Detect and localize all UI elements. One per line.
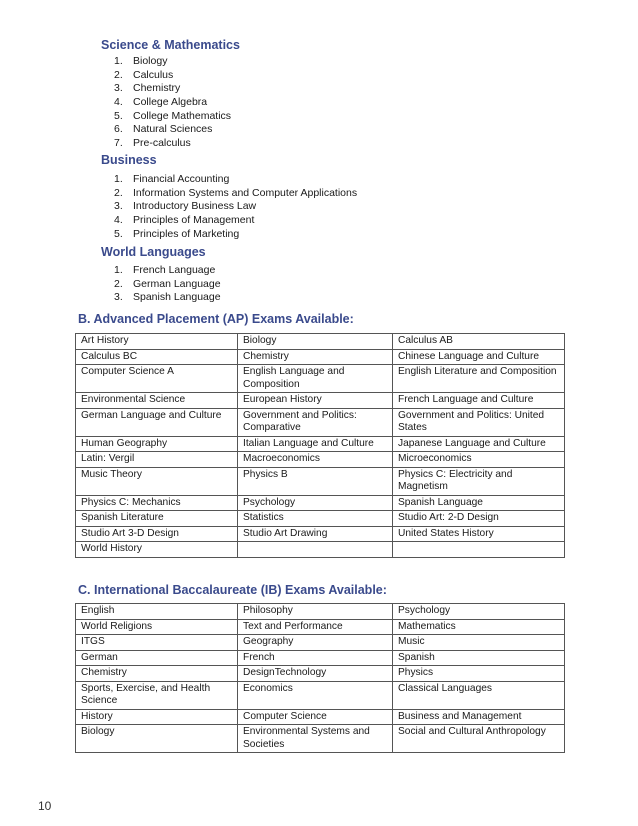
table-cell: Business and Management xyxy=(393,709,565,725)
table-cell: Chemistry xyxy=(238,349,393,365)
table-cell: Computer Science xyxy=(238,709,393,725)
section-heading-science-mathematics: Science & Mathematics xyxy=(101,38,240,52)
table-row xyxy=(76,334,565,350)
list-item: 5. Principles of Marketing xyxy=(114,227,240,240)
table-cell: European History xyxy=(238,393,393,409)
table-cell: Spanish Literature xyxy=(76,511,238,527)
page-number: 10 xyxy=(38,799,52,813)
table-cell: Calculus AB xyxy=(393,334,565,350)
table-cell: English Language and Composition xyxy=(238,365,393,393)
table-cell: Statistics xyxy=(238,511,393,527)
section-heading-world-languages: World Languages xyxy=(101,245,206,259)
list-item: 1. Biology xyxy=(114,55,168,67)
table-cell: Biology xyxy=(76,725,238,753)
list-item: 2. Calculus xyxy=(114,68,174,81)
list-item: 2. Information Systems and Computer Applications xyxy=(114,186,358,199)
table-cell: Studio Art: 2-D Design xyxy=(393,511,565,527)
table-row xyxy=(76,619,565,635)
ap-exams-table xyxy=(75,333,565,558)
table-cell: Physics B xyxy=(238,467,393,495)
science-mathematics-list xyxy=(114,55,231,151)
table-row xyxy=(76,452,565,468)
table-row xyxy=(76,526,565,542)
table-cell: Social and Cultural Anthropology xyxy=(393,725,565,753)
table-cell xyxy=(238,542,393,558)
table-cell: Economics xyxy=(238,681,393,709)
table-row xyxy=(76,725,565,753)
table-cell: Geography xyxy=(238,635,393,651)
table-cell: Text and Performance xyxy=(238,619,393,635)
list-item: 2. German Language xyxy=(114,277,221,290)
table-cell: History xyxy=(76,709,238,725)
table-row xyxy=(76,635,565,651)
table-cell: Latin: Vergil xyxy=(76,452,238,468)
table-row xyxy=(76,467,565,495)
table-row xyxy=(76,365,565,393)
list-item: 1. Financial Accounting xyxy=(114,173,230,185)
table-cell: Physics C: Electricity and Magnetism xyxy=(393,467,565,495)
list-item: 3. Chemistry xyxy=(114,82,181,95)
table-cell: Japanese Language and Culture xyxy=(393,436,565,452)
table-row xyxy=(76,393,565,409)
table-cell: World Religions xyxy=(76,619,238,635)
table-cell: Spanish xyxy=(393,650,565,666)
table-row xyxy=(76,408,565,436)
table-cell: Music Theory xyxy=(76,467,238,495)
table-cell: French Language and Culture xyxy=(393,393,565,409)
table-row xyxy=(76,604,565,620)
ib-exams-table xyxy=(75,603,565,753)
table-cell: English Literature and Composition xyxy=(393,365,565,393)
table-row xyxy=(76,709,565,725)
table-row xyxy=(76,681,565,709)
ap-exams-heading: B. Advanced Placement (AP) Exams Available: xyxy=(78,312,354,326)
list-item: 5. College Mathematics xyxy=(114,109,232,122)
list-item: 4. Principles of Management xyxy=(114,214,255,227)
table-cell: Calculus BC xyxy=(76,349,238,365)
table-cell: Environmental Science xyxy=(76,393,238,409)
table-cell: German Language and Culture xyxy=(76,408,238,436)
table-cell: Italian Language and Culture xyxy=(238,436,393,452)
table-cell: Psychology xyxy=(238,495,393,511)
ib-exams-heading: C. International Baccalaureate (IB) Exams Available: xyxy=(78,583,387,597)
table-cell: German xyxy=(76,650,238,666)
table-cell: Mathematics xyxy=(393,619,565,635)
table-cell: Human Geography xyxy=(76,436,238,452)
table-cell: United States History xyxy=(393,526,565,542)
table-cell: Art History xyxy=(76,334,238,350)
list-item: 1. French Language xyxy=(114,264,216,276)
business-list xyxy=(114,173,357,241)
table-cell: Studio Art 3-D Design xyxy=(76,526,238,542)
world-languages-list xyxy=(114,264,221,305)
table-cell: Music xyxy=(393,635,565,651)
table-cell: Psychology xyxy=(393,604,565,620)
table-row xyxy=(76,511,565,527)
table-cell: Government and Politics: Comparative xyxy=(238,408,393,436)
table-cell: Physics C: Mechanics xyxy=(76,495,238,511)
table-cell: French xyxy=(238,650,393,666)
table-cell: Computer Science A xyxy=(76,365,238,393)
table-cell: Philosophy xyxy=(238,604,393,620)
list-item: 3. Introductory Business Law xyxy=(114,200,257,213)
table-cell: ITGS xyxy=(76,635,238,651)
section-heading-business: Business xyxy=(101,153,157,167)
table-row xyxy=(76,650,565,666)
table-cell: Macroeconomics xyxy=(238,452,393,468)
table-cell: DesignTechnology xyxy=(238,666,393,682)
list-item: 7. Pre-calculus xyxy=(114,137,191,150)
table-cell: Studio Art Drawing xyxy=(238,526,393,542)
table-cell: Chinese Language and Culture xyxy=(393,349,565,365)
table-cell: Classical Languages xyxy=(393,681,565,709)
table-row xyxy=(76,495,565,511)
table-row xyxy=(76,349,565,365)
list-item: 4. College Algebra xyxy=(114,96,208,109)
table-cell: Sports, Exercise, and Health Science xyxy=(76,681,238,709)
table-cell: English xyxy=(76,604,238,620)
list-item: 3. Spanish Language xyxy=(114,291,221,304)
list-item: 6. Natural Sciences xyxy=(114,123,213,136)
table-row xyxy=(76,666,565,682)
table-cell xyxy=(393,542,565,558)
table-cell: Physics xyxy=(393,666,565,682)
table-cell: Spanish Language xyxy=(393,495,565,511)
table-cell: Biology xyxy=(238,334,393,350)
table-cell: Government and Politics: United States xyxy=(393,408,565,436)
table-cell: Chemistry xyxy=(76,666,238,682)
table-row xyxy=(76,542,565,558)
table-cell: Microeconomics xyxy=(393,452,565,468)
table-cell: World History xyxy=(76,542,238,558)
table-cell: Environmental Systems and Societies xyxy=(238,725,393,753)
table-row xyxy=(76,436,565,452)
